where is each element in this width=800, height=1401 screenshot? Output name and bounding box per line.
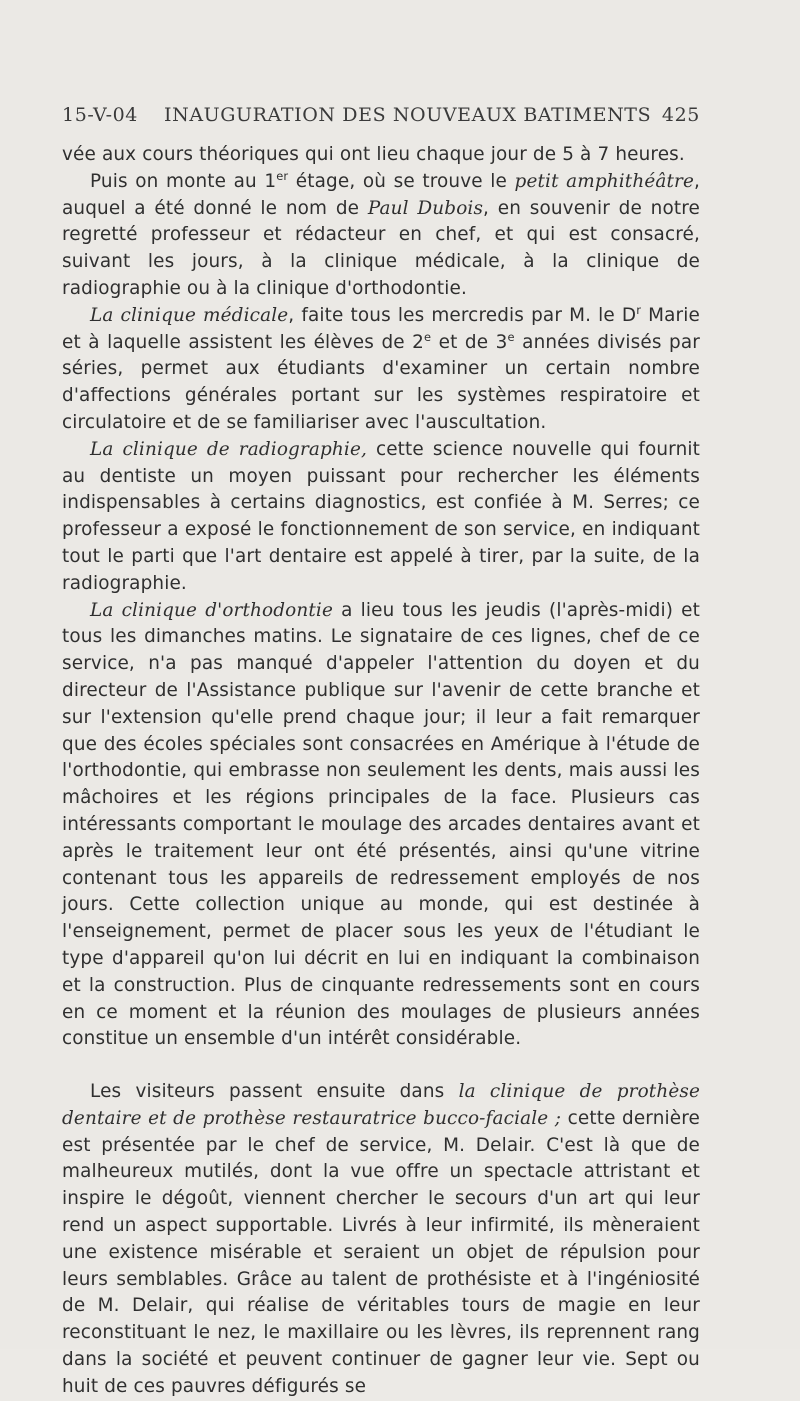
paragraph-4 xyxy=(62,437,700,598)
p3-text-b: Marie et à laquelle assistent les élèves de 2 xyxy=(62,304,700,353)
body-text xyxy=(62,142,700,1401)
paragraph-6 xyxy=(62,1079,700,1401)
p3-superscript-3: e xyxy=(507,329,515,344)
p6-text-a: Les visiteurs passent ensuite dans xyxy=(90,1081,459,1103)
running-header xyxy=(62,104,700,136)
p3-text-c: et de 3 xyxy=(431,331,508,353)
p3-italic-1: La clinique médicale xyxy=(90,304,289,326)
paragraph-2 xyxy=(62,169,700,303)
p5-text-a: a lieu tous les jeudis (l'après-midi) et tous les dimanches matins. Le signataire de ces lignes, chef de ce service, n'a pas manqué d'appeler l'attention du doyen et du directeur de l'Assistance publique sur l'avenir de cette branche et sur l'extension qu'elle prend chaque jour; il leur a fait remarquer que des écoles spéciales sont consacrées en Amérique à l'étude de l'orthodontie, qui embrasse non seulement les dents, mais aussi les mâchoires et les régions principales de la face. Plusieurs cas intéressants comportant le moulage des arcades dentaires avant et après le traitement leur ont été présentés, ainsi qu'une vitrine contenant tous les appareils de redressement employés de nos jours. Cette collection unique au monde, qui est destinée à l'enseignement, permet de placer sous les yeux de l'étudiant le type d'appareil qu'on lui décrit en lui en indiquant la combinaison et la construction. Plus de cinquante redressements sont en cours en ce moment et la réunion des moulages de plusieurs années constitue un ensemble d'un intérêt considérable. xyxy=(62,599,700,1050)
paragraph-1-text: vée aux cours théoriques qui ont lieu chaque jour de 5 à 7 heures. xyxy=(62,144,685,165)
page-number: 425 xyxy=(661,104,700,126)
p2-text-d: , en souvenir de notre regretté professeur et rédacteur en chef, et qui est consacré, suivant les jours, à la clinique médicale, à la clinique de radiographie ou à la clinique d'orthodontie. xyxy=(62,197,700,299)
p4-italic-1: La clinique de radiographie, xyxy=(90,438,367,460)
header-date: 15-V-04 xyxy=(62,104,138,126)
paragraph-5 xyxy=(62,598,700,1054)
p2-text-a: Puis on monte au 1 xyxy=(90,170,277,192)
p6-italic-1: la clinique de prothèse dentaire et de prothèse restauratrice bucco-faciale ; xyxy=(62,1081,701,1129)
p5-italic-1: La clinique d'orthodontie xyxy=(90,599,333,621)
p3-superscript-1: r xyxy=(636,302,642,317)
p2-superscript: er xyxy=(276,168,289,183)
paragraph-3 xyxy=(62,303,700,437)
p2-italic-1: petit amphithéâtre xyxy=(514,170,695,192)
p3-text-d: années divisés par séries, permet aux étudiants d'examiner un certain nombre d'affections générales portant sur les systèmes respiratoire et circulatoire et de se familiariser avec l'auscultation. xyxy=(62,331,701,433)
paragraph-1 xyxy=(62,142,700,169)
p4-text-a: cette science nouvelle qui fournit au dentiste un moyen puissant pour rechercher les éléments indispensables à certains diagnostics, est confiée à M. Serres; ce professeur a exposé le fonctionnement de son service, en indiquant tout le parti que l'art dentaire est appelé à tirer, par la suite, de la radiographie. xyxy=(62,438,700,594)
p6-text-b: cette dernière est présentée par le chef de service, M. Delair. C'est là que de malheureux mutilés, dont la vue offre un spectacle attristant et inspire le dégoût, viennent chercher le secours d'un art qui leur rend un aspect supportable. Livrés à leur infirmité, ils mèneraient une existence misérable et seraient un objet de répulsion pour leurs semblables. Grâce au talent de prothésiste et à l'ingéniosité de M. Delair, qui réalise de véritables tours de magie en leur reconstituant le nez, le maxillaire ou les lèvres, ils reprennent rang dans la société et peuvent continuer de gagner leur vie. Sept ou huit de ces pauvres défigurés se xyxy=(62,1107,700,1397)
p2-italic-2: Paul Dubois xyxy=(367,197,484,219)
p2-text-b: étage, où se trouve le xyxy=(288,170,515,192)
header-title: INAUGURATION DES NOUVEAUX BATIMENTS xyxy=(164,104,652,126)
p3-superscript-2: e xyxy=(424,329,432,344)
p2-text-c: , auquel a été donné le nom de xyxy=(62,170,701,219)
p3-text-a: , faite tous les mercredis par M. le D xyxy=(288,304,637,326)
